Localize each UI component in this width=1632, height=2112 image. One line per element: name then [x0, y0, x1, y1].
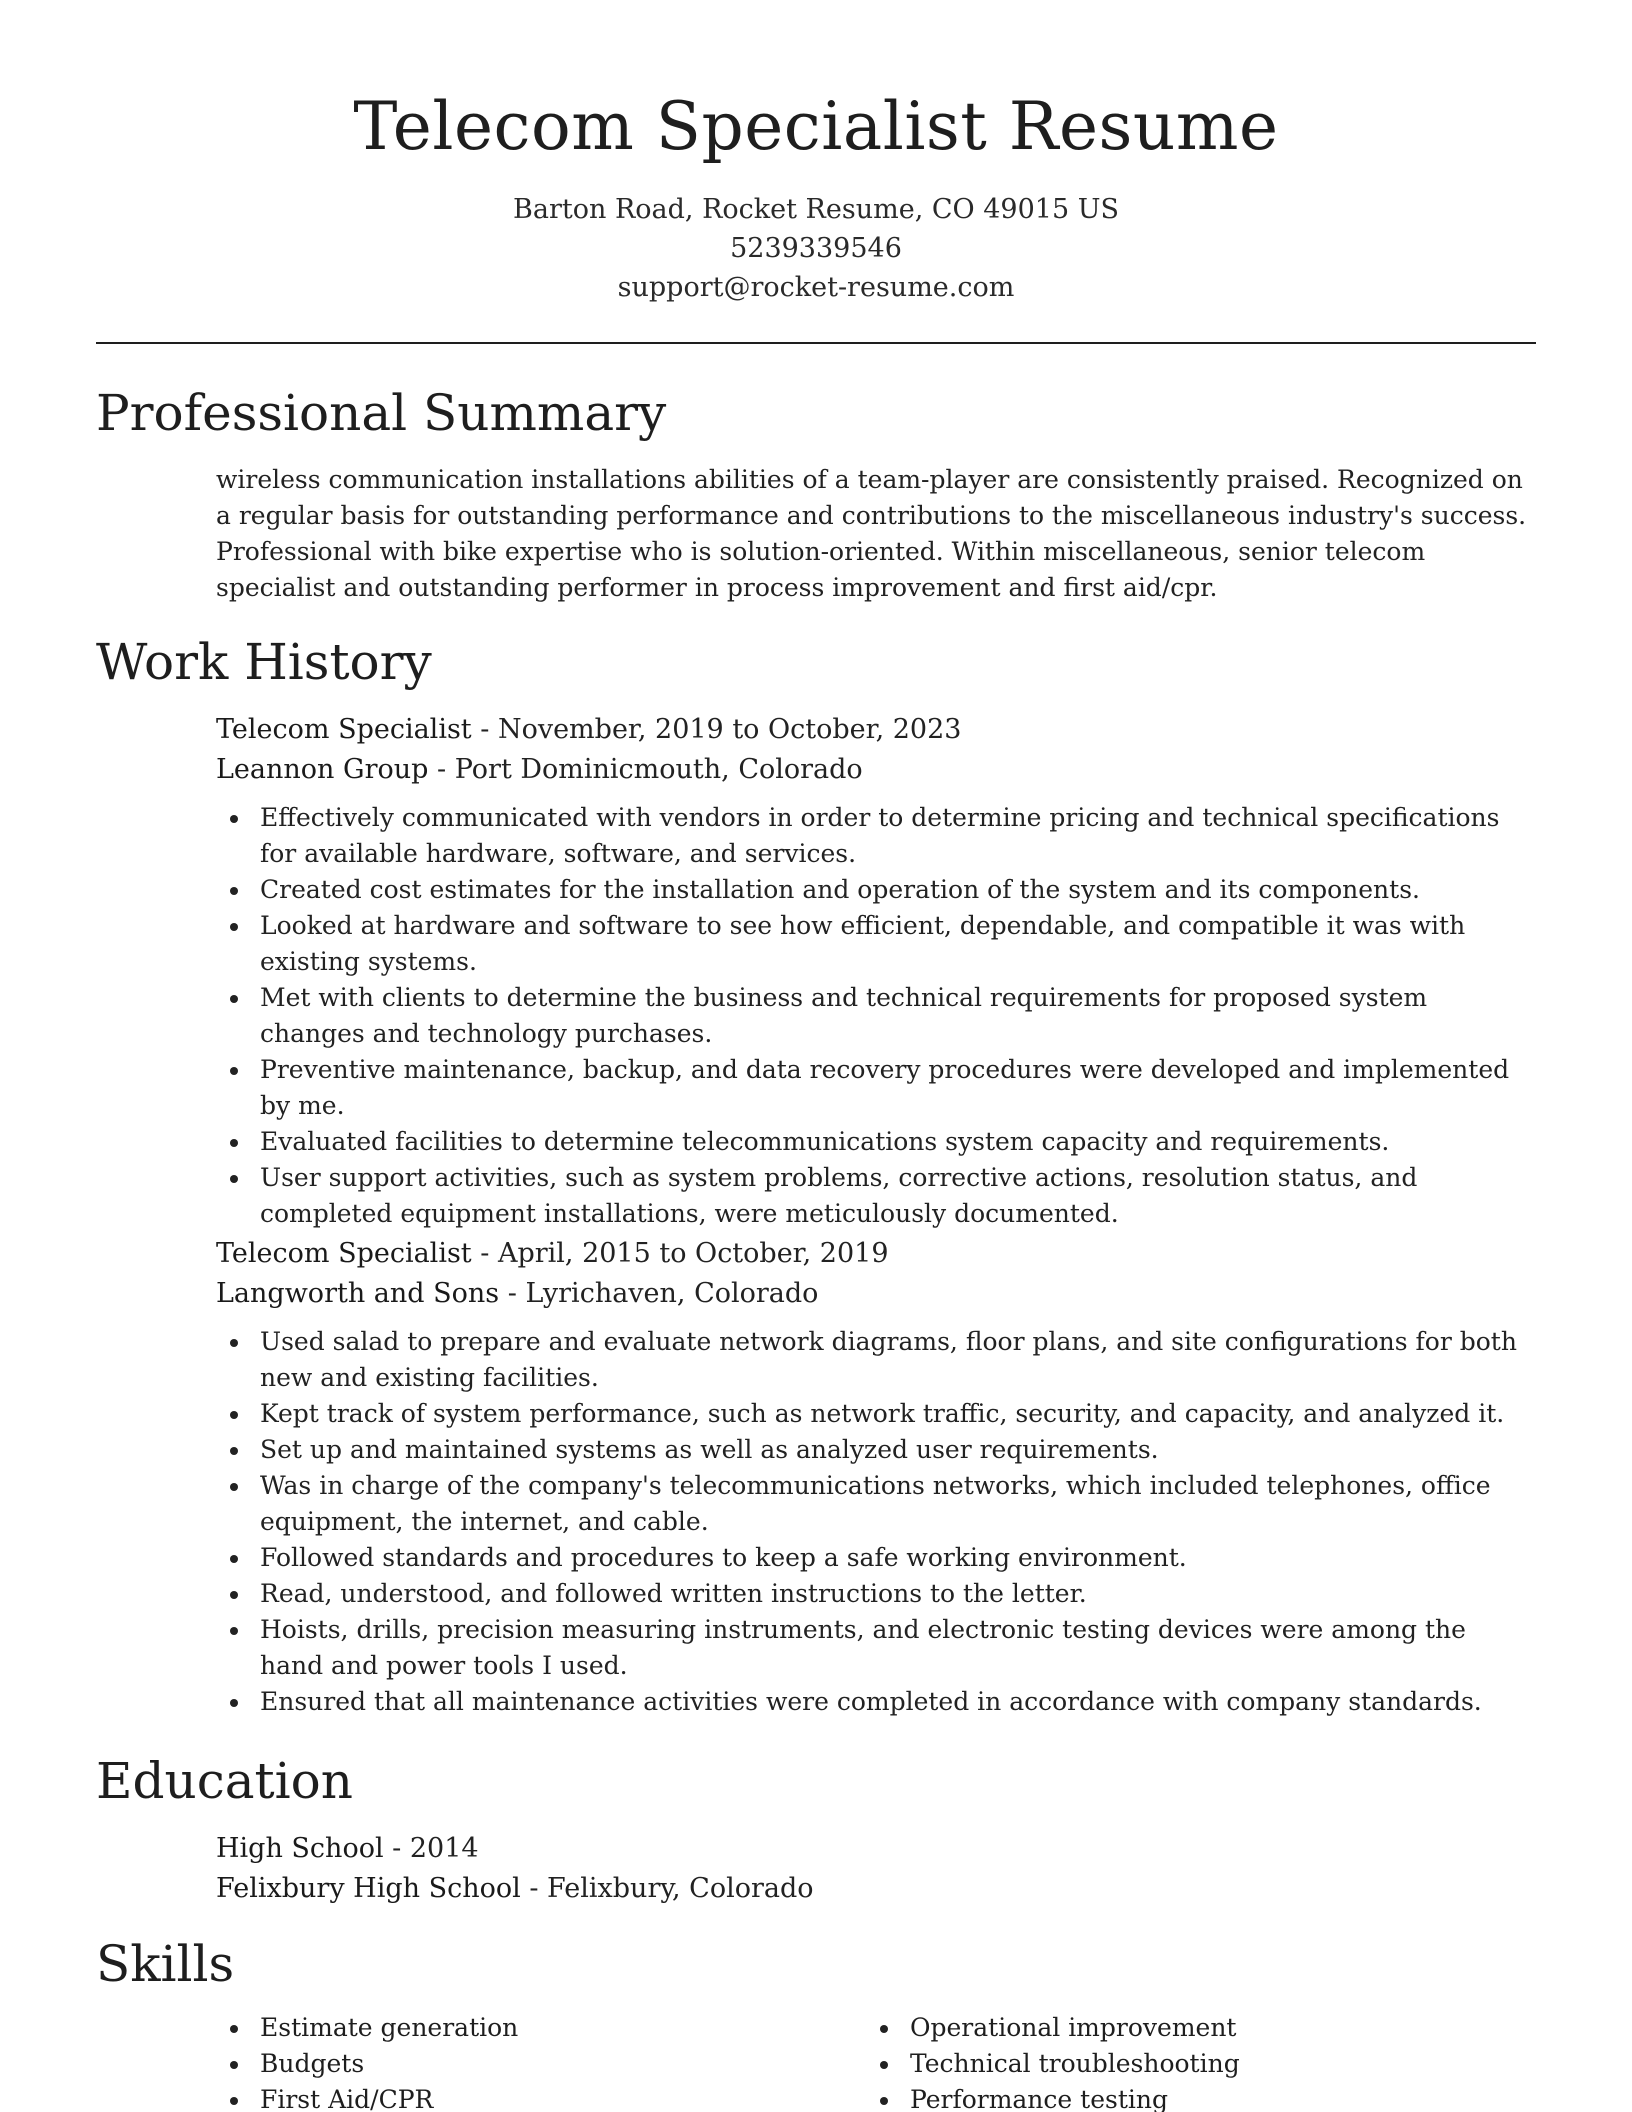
education-degree: High School [216, 1833, 384, 1864]
list-item: Met with clients to determine the business and technical requirements for proposed system changes and technology purchases. [216, 980, 1536, 1052]
list-item: Kept track of system performance, such as network traffic, security, and capacity, and analyzed it. [216, 1396, 1536, 1432]
header-divider [96, 342, 1536, 344]
job-bullets [216, 800, 1536, 1232]
resume-title: Telecom Specialist Resume [353, 88, 1279, 165]
list-item: First Aid/CPR [216, 2082, 866, 2112]
job-location: - Lyrichaven, Colorado [499, 1278, 819, 1309]
list-item: Ensured that all maintenance activities were completed in accordance with company standards. [216, 1684, 1536, 1720]
list-item: Hoists, drills, precision measuring instruments, and electronic testing devices were among the hand and power tools I used. [216, 1612, 1536, 1684]
list-item: Set up and maintained systems as well as analyzed user requirements. [216, 1432, 1536, 1468]
list-item: Performance testing [866, 2082, 1516, 2112]
education-year: - 2014 [383, 1833, 479, 1864]
list-item: Read, understood, and followed written instructions to the letter. [216, 1576, 1536, 1612]
summary-text: wireless communication installations abilities of a team-player are consistently praised. Recognized on a regular basis for outstanding performance and contributions to the miscellaneous industry's success. Professional with bike expertise who is solution-oriented. Within miscellaneous, senior telecom specialist and outstanding performer in process improvement and first aid/cpr. [216, 465, 1527, 602]
list-item: User support activities, such as system problems, corrective actions, resolution status, and completed equipment installations, were meticulously documented. [216, 1160, 1536, 1232]
job-org-line [216, 1274, 1536, 1314]
skills-columns [216, 2010, 1536, 2112]
job-location: - Port Dominicmouth, Colorado [428, 754, 863, 785]
list-item: Evaluated facilities to determine telecommunications system capacity and requirements. [216, 1124, 1536, 1160]
job-role-line [216, 710, 1536, 750]
contact-email: support@rocket-resume.com [617, 272, 1015, 303]
education-school: Felixbury High School [216, 1873, 521, 1904]
skills-list-right [866, 2010, 1516, 2112]
job-dates: - November, 2019 to October, 2023 [471, 714, 962, 745]
skills-list-left [216, 2010, 866, 2112]
job-title: Telecom Specialist [216, 714, 472, 745]
contact-phone: 5239339546 [730, 233, 902, 264]
job-title: Telecom Specialist [216, 1238, 472, 1269]
list-item: Technical troubleshooting [866, 2046, 1516, 2082]
job-role-line [216, 1234, 1536, 1274]
skills-heading: Skills [96, 1935, 235, 1993]
list-item: Used salad to prepare and evaluate network diagrams, floor plans, and site configurations for both new and existing facilities. [216, 1324, 1536, 1396]
list-item: Operational improvement [866, 2010, 1516, 2046]
job-dates: - April, 2015 to October, 2019 [471, 1238, 889, 1269]
resume-header [96, 84, 1536, 307]
education-heading: Education [96, 1752, 353, 1810]
education-location: - Felixbury, Colorado [520, 1873, 814, 1904]
list-item: Budgets [216, 2046, 866, 2082]
job-entry-2 [216, 1234, 1536, 1720]
list-item: Effectively communicated with vendors in order to determine pricing and technical specifications for available hardware, software, and services. [216, 800, 1536, 872]
job-company: Langworth and Sons [216, 1278, 500, 1309]
work-history-heading: Work History [96, 633, 432, 691]
list-item: Created cost estimates for the installation and operation of the system and its components. [216, 872, 1536, 908]
summary-heading: Professional Summary [96, 384, 667, 442]
job-company: Leannon Group [216, 754, 429, 785]
job-bullets [216, 1324, 1536, 1720]
education-school-line [216, 1869, 1536, 1909]
education-entry [216, 1829, 1536, 1909]
job-entry-1 [216, 710, 1536, 1232]
list-item: Preventive maintenance, backup, and data recovery procedures were developed and implemented by me. [216, 1052, 1536, 1124]
list-item: Estimate generation [216, 2010, 866, 2046]
contact-block [96, 190, 1536, 307]
job-org-line [216, 750, 1536, 790]
list-item: Looked at hardware and software to see how efficient, dependable, and compatible it was with existing systems. [216, 908, 1536, 980]
list-item: Followed standards and procedures to keep a safe working environment. [216, 1540, 1536, 1576]
education-degree-line [216, 1829, 1536, 1869]
contact-address: Barton Road, Rocket Resume, CO 49015 US [513, 194, 1119, 225]
list-item: Was in charge of the company's telecommunications networks, which included telephones, office equipment, the internet, and cable. [216, 1468, 1536, 1540]
